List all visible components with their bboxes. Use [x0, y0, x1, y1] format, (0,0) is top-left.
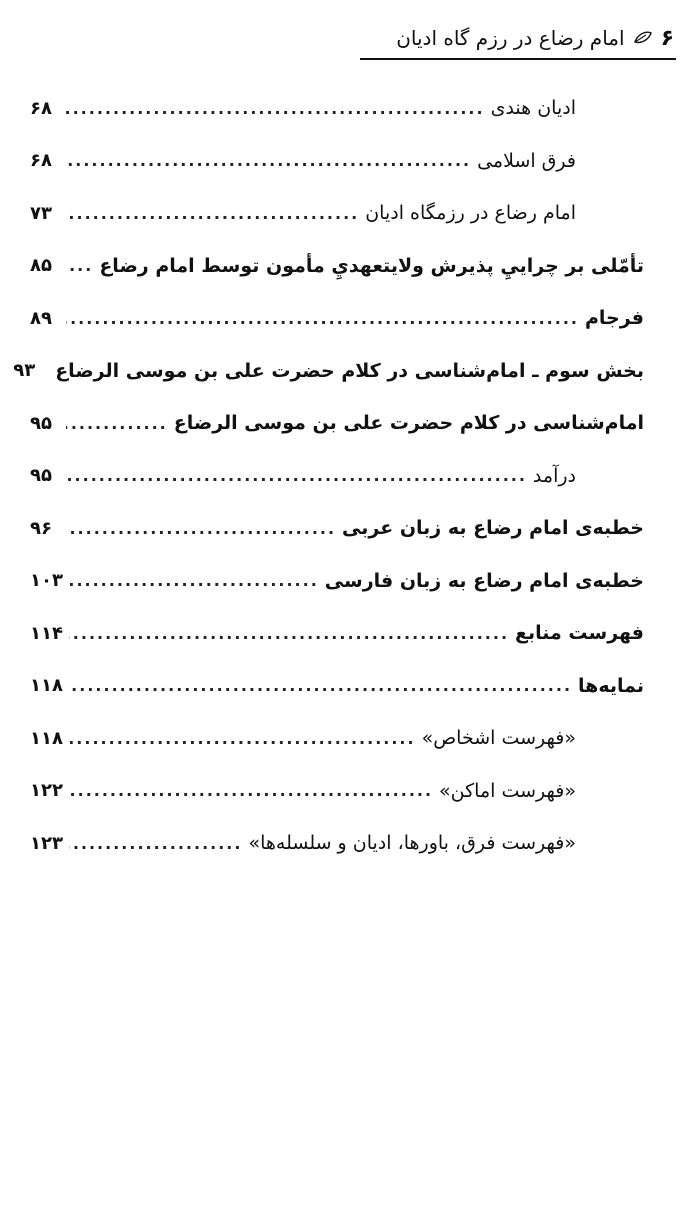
toc-entry-title: خطبه‌ی امام رضاع به زبان عربی [342, 517, 644, 540]
toc-entry [30, 135, 644, 188]
leaf-icon [633, 30, 653, 46]
dot-leader [69, 834, 242, 853]
toc-page-number: ۸۵ [30, 255, 52, 277]
toc-entry-title: امام‌شناسی در کلام حضرت علی بن موسی الرضاع [173, 412, 644, 435]
toc-page-number: ۸۹ [30, 307, 52, 329]
toc-page-number: ۱۰۳ [30, 570, 63, 592]
toc-entry [30, 712, 644, 765]
toc-entry [30, 607, 644, 660]
toc-entry-title: بخش سوم ـ امام‌شناسی در کلام حضرت علی بن موسی الرضاع [55, 359, 644, 382]
toc-entry [30, 660, 644, 713]
toc-entry [30, 555, 644, 608]
toc-page-number: ۶۸ [30, 97, 52, 119]
toc-entry-title: نمایه‌ها [578, 674, 644, 697]
toc-entry [30, 82, 644, 135]
dot-leader [69, 781, 433, 800]
table-of-contents [13, 82, 644, 870]
toc-page-number: ۱۱۸ [30, 675, 63, 697]
running-title: امام رضاع در رزم گاه ادیان [396, 26, 625, 50]
toc-page-number: ۹۵ [30, 412, 52, 434]
toc-entry-title: «فهرست اشخاص» [421, 727, 576, 750]
toc-entry [30, 450, 644, 503]
toc-entry [30, 292, 644, 345]
toc-entry [30, 817, 644, 870]
toc-entry [30, 502, 644, 555]
dot-leader [66, 519, 336, 538]
toc-page-number: ۹۶ [30, 517, 52, 539]
dot-leader [66, 466, 527, 485]
dot-leader [69, 624, 509, 643]
toc-entry-title: درآمد [532, 464, 576, 487]
toc-entry-title: تأمّلی بر چرایيِ پذیرش ولایتعهديِ مأمون توسط امام رضاع [99, 254, 644, 277]
toc-page-number: ۱۲۳ [30, 832, 63, 854]
dot-leader [69, 729, 416, 748]
toc-page-number: ۱۱۴ [30, 622, 63, 644]
dot-leader [69, 571, 319, 590]
dot-leader [66, 256, 93, 275]
page-number: ۶ [660, 25, 674, 51]
toc-entry [30, 397, 644, 450]
toc-entry [30, 765, 644, 818]
toc-page-number: ۱۱۸ [30, 727, 63, 749]
toc-entry-title: امام رضاع در رزمگاه ادیان [365, 202, 576, 225]
dot-leader [69, 676, 572, 695]
toc-page-number: ۷۳ [30, 202, 52, 224]
toc-entry-title: ادیان هندی [490, 97, 576, 120]
toc-entry-title: «فهرست فرق، باورها، ادیان و سلسله‌ها» [248, 832, 576, 855]
toc-page-number: ۱۲۲ [30, 780, 63, 802]
toc-entry-title: فرق اسلامی [477, 149, 576, 172]
toc-page-number: ۹۳ [13, 360, 36, 382]
toc-entry [30, 187, 644, 240]
toc-entry-title: «فهرست اماکن» [439, 779, 576, 802]
dot-leader [66, 414, 168, 433]
dot-leader [66, 151, 471, 170]
toc-entry-title: فرجام [584, 307, 644, 330]
dot-leader [66, 99, 485, 118]
dot-leader [66, 309, 579, 328]
running-header [360, 18, 676, 60]
toc-entry [30, 240, 644, 293]
toc-entry-title: فهرست منابع [515, 622, 644, 645]
toc-entry-title: خطبه‌ی امام رضاع به زبان فارسی [324, 569, 644, 592]
dot-leader [66, 204, 359, 223]
toc-page-number: ۶۸ [30, 150, 52, 172]
toc-entry [13, 345, 644, 398]
toc-page-number: ۹۵ [30, 465, 52, 487]
